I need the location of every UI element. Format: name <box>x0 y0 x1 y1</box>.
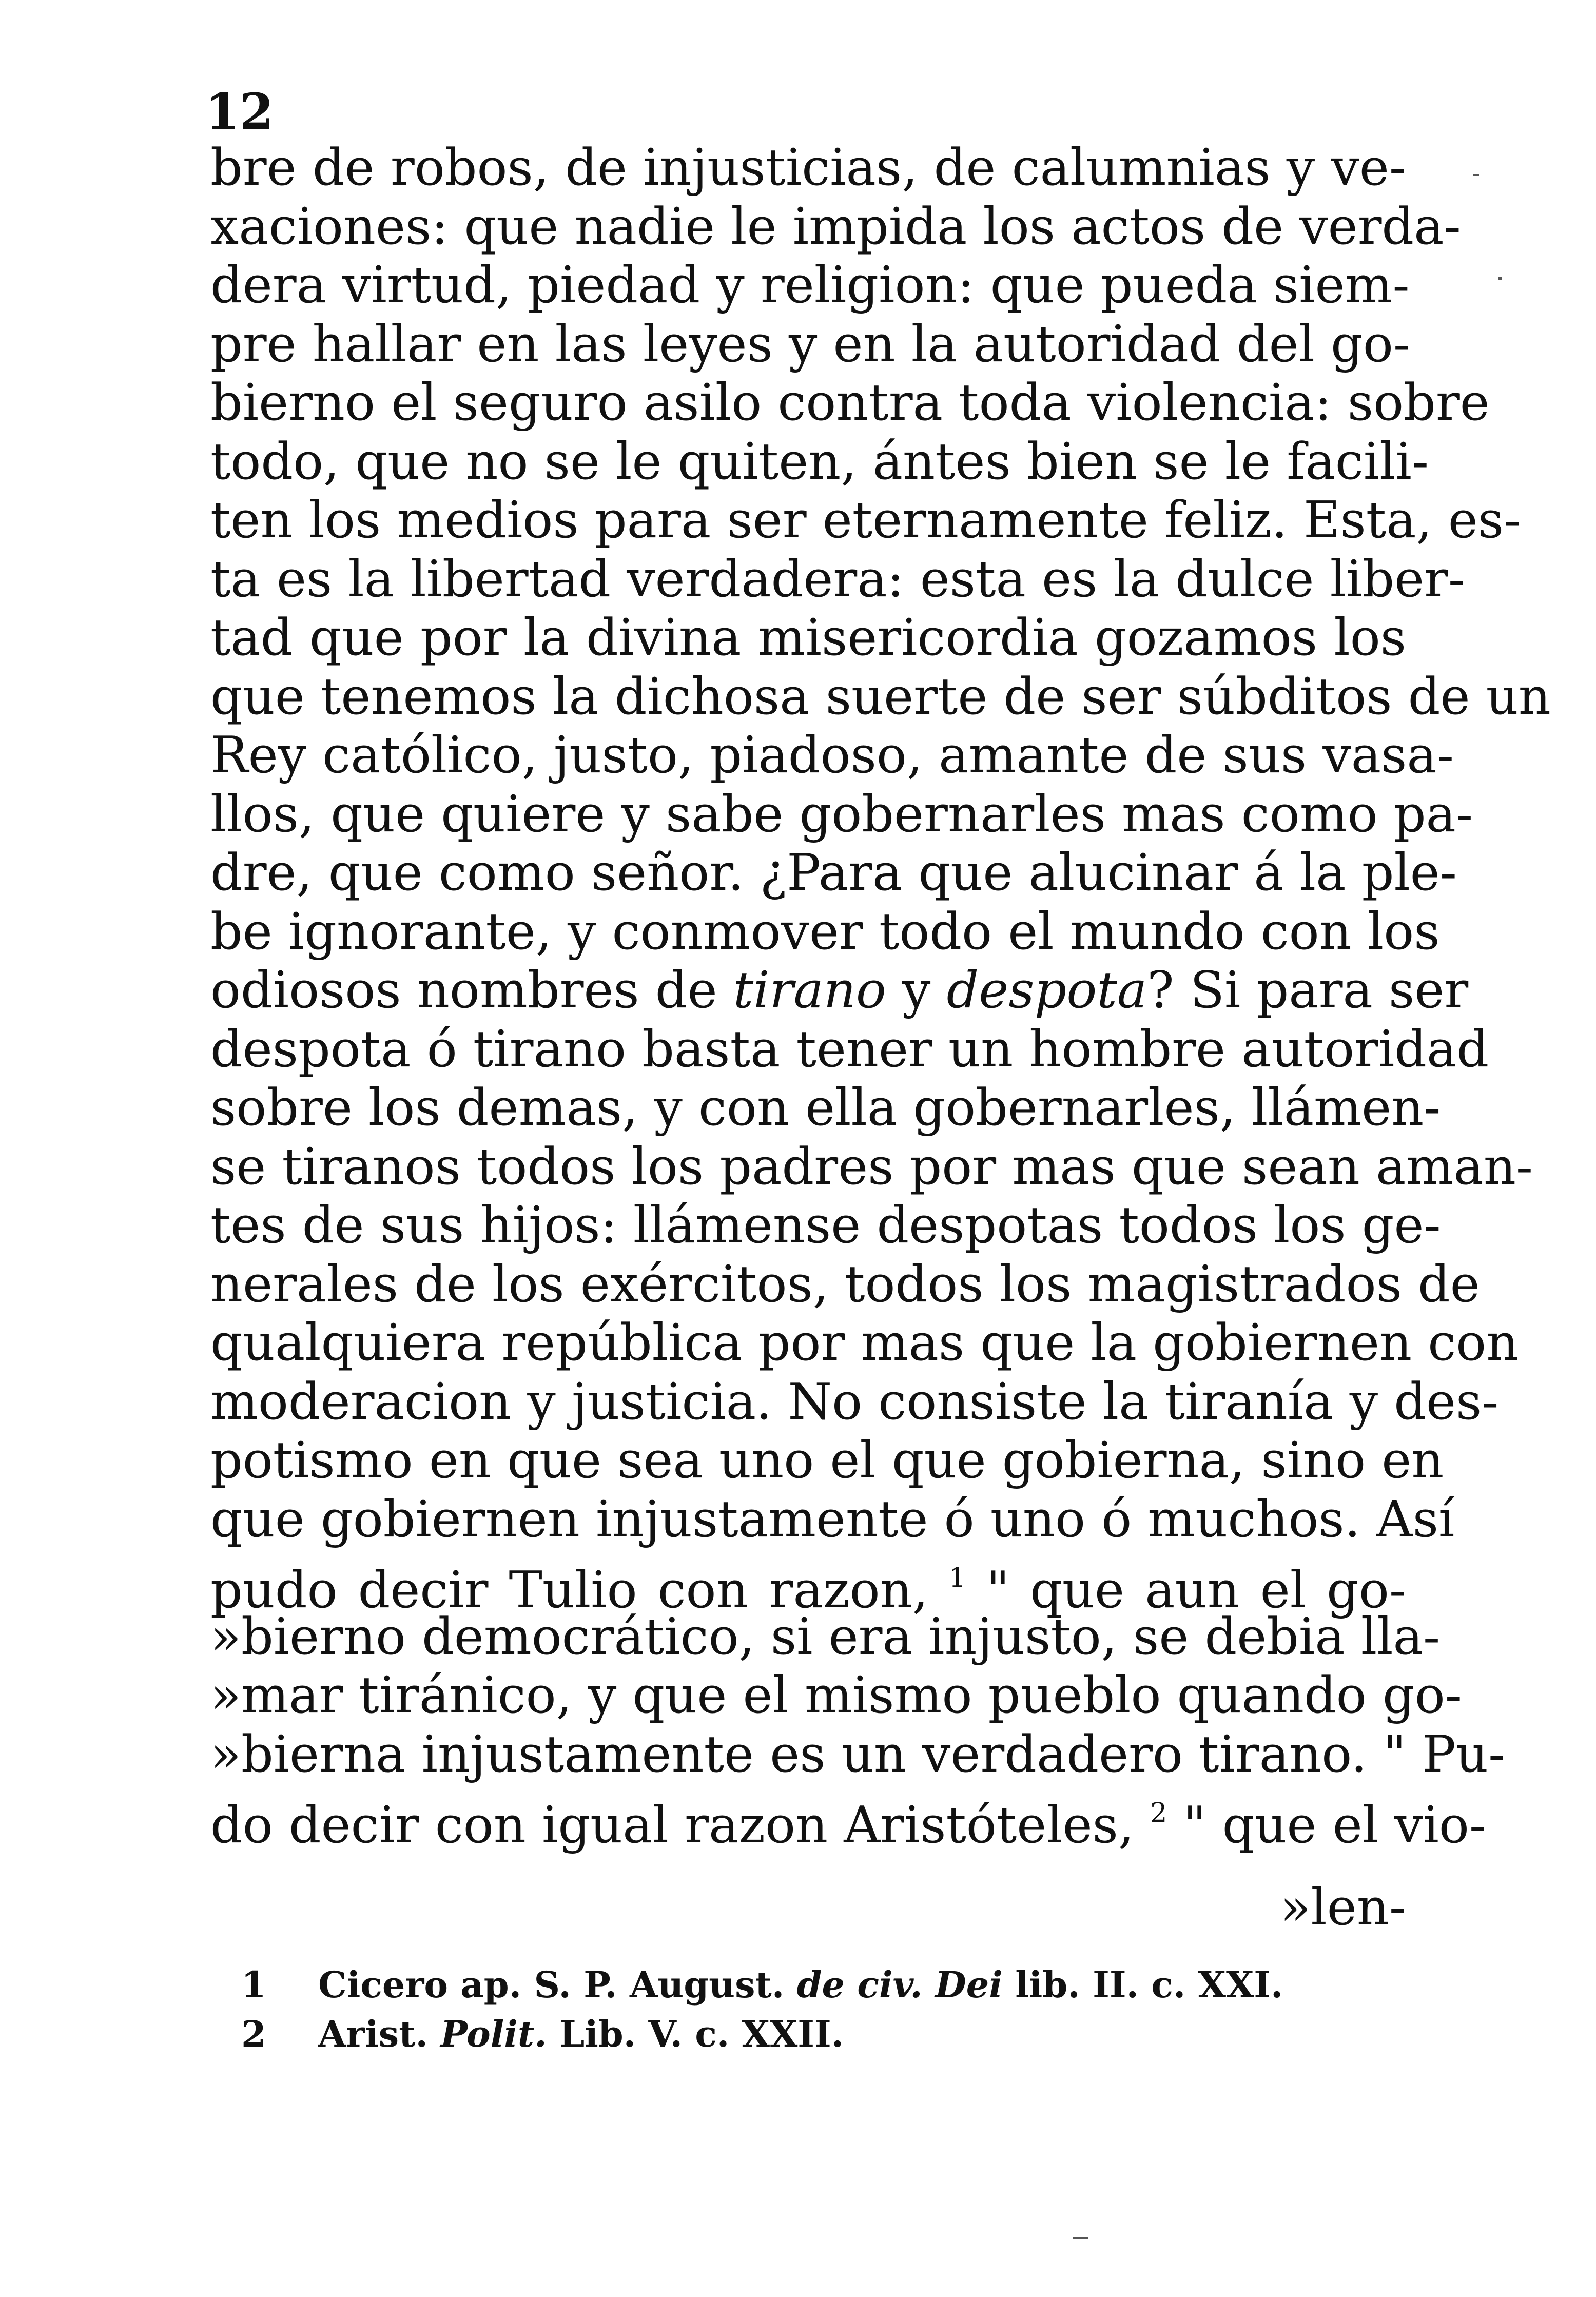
text-line: todo, que no se le quiten, ántes bien se le facili- <box>210 432 1429 491</box>
page-number: 12 <box>205 83 274 141</box>
text-line-with-note-ref <box>210 1549 1406 1620</box>
footnote-segment: Arist. <box>318 2013 441 2055</box>
line-segment: do decir con igual razon Aristóteles, <box>210 1796 1151 1855</box>
footnote-segment: Cicero ap. S. P. August. <box>318 1963 797 2006</box>
text-line: pre hallar en las leyes y en la autoridad del go- <box>210 315 1410 374</box>
line-segment: " que el vio- <box>1167 1796 1487 1855</box>
text-line: tad que por la divina misericordia gozamos los <box>210 609 1406 667</box>
text-line: ta es la libertad verdadera: esta es la dulce liber- <box>210 550 1466 609</box>
ink-speck <box>1498 277 1502 280</box>
text-line: tes de sus hijos: llámense despotas todos los ge- <box>210 1196 1441 1255</box>
footnote-text <box>318 2013 844 2055</box>
text-line: dre, que como señor. ¿Para que alucinar á la ple- <box>210 844 1457 902</box>
footnote-text <box>318 1963 1283 2006</box>
line-segment: odiosos nombres de <box>210 961 733 1020</box>
italic-word: despota <box>946 961 1147 1020</box>
footnotes <box>241 1960 1422 2059</box>
text-line: bierno el seguro asilo contra toda violencia: sobre <box>210 374 1490 432</box>
footnote-reference: 2 <box>1150 1798 1167 1828</box>
footnote-italic: Polit. <box>440 2013 547 2055</box>
text-line: moderacion y justicia. No consiste la tiranía y des- <box>210 1372 1499 1431</box>
ink-speck <box>1073 2237 1088 2239</box>
footnote <box>241 1960 1422 2010</box>
text-line: qualquiera república por mas que la gobiernen con <box>210 1314 1519 1372</box>
text-line: que gobiernen injustamente ó uno ó muchos. Así <box>210 1490 1455 1549</box>
footnote-number: 2 <box>241 2013 266 2055</box>
text-line: potismo en que sea uno el que gobierna, sino en <box>210 1431 1444 1490</box>
text-line: »mar tiránico, y que el mismo pueblo quando go- <box>210 1666 1462 1725</box>
footnote-italic: de civ. Dei <box>796 1963 1003 2006</box>
text-line: »bierna injustamente es un verdadero tirano. " Pu- <box>210 1725 1506 1784</box>
text-line: llos, que quiere y sabe gobernarles mas como pa- <box>210 785 1473 844</box>
text-line: bre de robos, de injusticias, de calumnias y ve- <box>210 139 1406 197</box>
line-segment: " que aun el go- <box>966 1561 1406 1620</box>
text-line: xaciones: que nadie le impida los actos de verda- <box>210 197 1461 256</box>
text-line: be ignorante, y conmover todo el mundo con los <box>210 902 1440 961</box>
italic-word: tirano <box>733 961 886 1020</box>
text-line: se tiranos todos los padres por mas que sean aman- <box>210 1137 1533 1196</box>
text-line: nerales de los exércitos, todos los magistrados de <box>210 1255 1480 1314</box>
footnote <box>241 2010 1422 2059</box>
text-line: que tenemos la dichosa suerte de ser súbditos de un <box>210 667 1551 726</box>
main-text <box>210 139 1551 1855</box>
text-line-with-italics <box>210 961 1469 1020</box>
text-line: ten los medios para ser eternamente feliz. Esta, es- <box>210 491 1521 550</box>
text-line: »bierno democrático, si era injusto, se debia lla- <box>210 1607 1441 1666</box>
footnote-segment: lib. II. c. XXI. <box>1002 1963 1283 2006</box>
text-line: sobre los demas, y con ella gobernarles, llámen- <box>210 1079 1441 1137</box>
text-line: despota ó tirano basta tener un hombre autoridad <box>210 1020 1489 1079</box>
footnote-segment: Lib. V. c. XXII. <box>547 2013 844 2055</box>
line-segment: pudo decir Tulio con razon, <box>210 1561 949 1620</box>
catchword: »len- <box>1280 1878 1406 1937</box>
text-line-with-note-ref <box>210 1784 1487 1855</box>
line-segment: ? Si para ser <box>1147 961 1469 1020</box>
text-line: dera virtud, piedad y religion: que pueda siem- <box>210 256 1410 315</box>
footnote-reference: 1 <box>948 1563 966 1593</box>
text-line: Rey católico, justo, piadoso, amante de sus vasa- <box>210 726 1454 785</box>
ink-speck <box>1473 174 1479 176</box>
line-segment: y <box>886 961 947 1020</box>
footnote-number: 1 <box>241 1963 266 2006</box>
